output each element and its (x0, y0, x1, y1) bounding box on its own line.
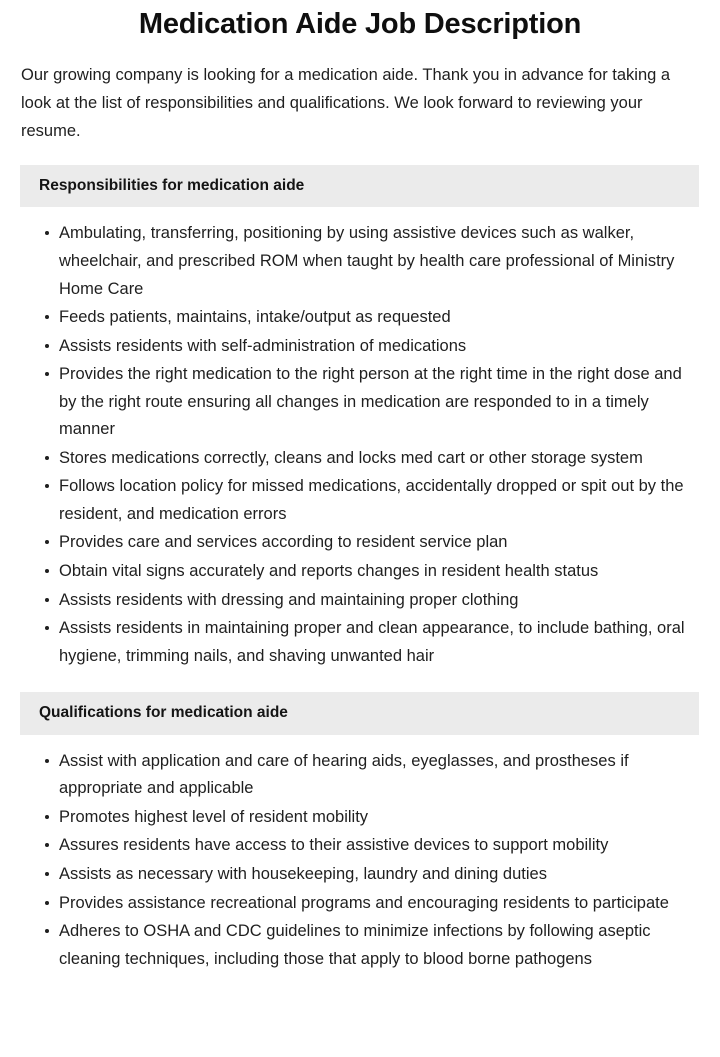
list-item: Provides care and services according to resident service plan (20, 529, 700, 557)
list-item: Feeds patients, maintains, intake/output as requested (20, 304, 700, 332)
list-item: Assists as necessary with housekeeping, laundry and dining duties (20, 861, 700, 889)
list-item: Obtain vital signs accurately and reports changes in resident health status (20, 558, 700, 586)
list-item: Assists residents with dressing and maintaining proper clothing (20, 587, 700, 615)
list-item: Ambulating, transferring, positioning by using assistive devices such as walker, wheelchair, and prescribed ROM when taught by health care professional of Ministry Home Care (20, 220, 700, 303)
responsibilities-list (20, 207, 700, 670)
list-item: Assists residents with self-administration of medications (20, 333, 700, 361)
list-item: Assures residents have access to their assistive devices to support mobility (20, 832, 700, 860)
section-responsibilities (20, 165, 700, 670)
section-heading-qualifications: Qualifications for medication aide (20, 692, 699, 735)
list-item: Assists residents in maintaining proper and clean appearance, to include bathing, oral hygiene, trimming nails, and shaving unwanted hair (20, 615, 700, 670)
list-item: Adheres to OSHA and CDC guidelines to minimize infections by following aseptic cleaning techniques, including those that apply to blood borne pathogens (20, 918, 700, 973)
list-item: Provides assistance recreational programs and encouraging residents to participate (20, 890, 700, 918)
page-title: Medication Aide Job Description (138, 8, 582, 40)
list-item: Stores medications correctly, cleans and locks med cart or other storage system (20, 445, 700, 473)
section-heading-responsibilities: Responsibilities for medication aide (20, 165, 699, 208)
qualifications-list (20, 735, 700, 973)
section-qualifications (20, 692, 700, 973)
list-item: Assist with application and care of hearing aids, eyeglasses, and prostheses if appropriate and applicable (20, 748, 700, 803)
list-item: Follows location policy for missed medications, accidentally dropped or spit out by the resident, and medication errors (20, 473, 700, 528)
list-item: Provides the right medication to the right person at the right time in the right dose and by the right route ensuring all changes in medication are responded to in a timely manner (20, 361, 700, 444)
intro-paragraph: Our growing company is looking for a medication aide. Thank you in advance for taking a look at the list of responsibilities and qualifications. We look forward to reviewing your resume. (21, 65, 671, 140)
list-item: Promotes highest level of resident mobility (20, 804, 700, 832)
